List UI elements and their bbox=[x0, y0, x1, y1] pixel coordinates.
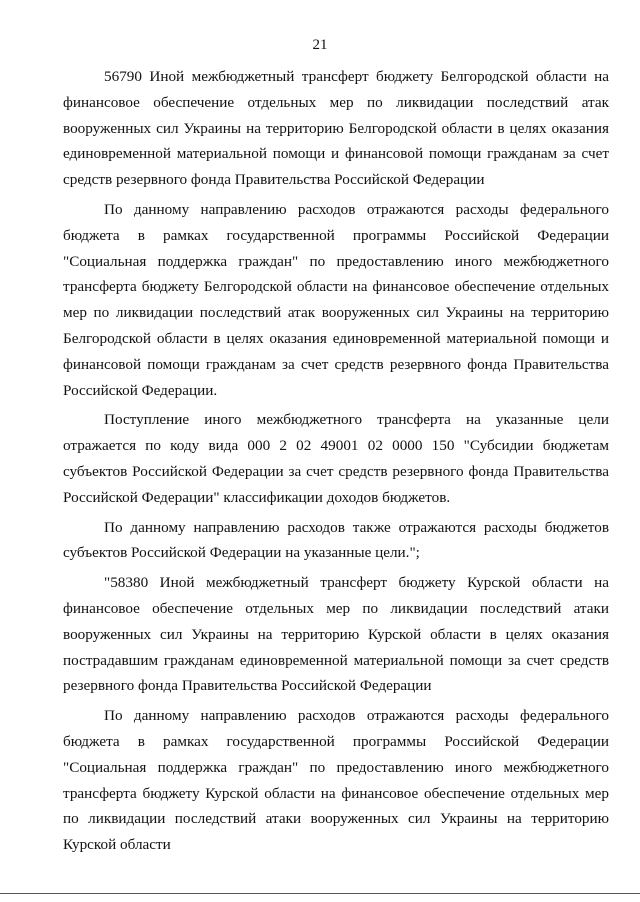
page-bottom-border bbox=[0, 893, 640, 894]
paragraph-56790-revenue: Поступление иного межбюджетного трансферта на указанные цели отражается по коду вида 000 2 02 49001 02 0000 150 "Субсидии бюджетам субъектов Российской Федерации за счет средств резервного фонда Правительства Российской Федерации" классификации доходов бюджетов. bbox=[63, 411, 609, 506]
paragraph-56790-expenses: По данному направлению расходов отражаются расходы федерального бюджета в рамках государственной программы Российской Федерации "Социальная поддержка граждан" по предоставлению иного межбюджетного трансферта бюджету Белгородской области на финансовое обеспечение отдельных мер по ликвидации последствий атак вооруженных сил Украины на территорию Белгородской области в целях оказания единовременной материальной помощи и финансовой помощи гражданам за счет средств резервного фонда Правительства Российской Федерации. bbox=[63, 200, 609, 399]
paragraph-58380-expenses: По данному направлению расходов отражаются расходы федерального бюджета в рамках государственной программы Российской Федерации "Социальная поддержка граждан" по предоставлению иного межбюджетного трансферта бюджету Курской области на финансовое обеспечение отдельных мер по ликвидации последствий атаки вооруженных сил Украины на территорию Курской области bbox=[63, 707, 609, 854]
document-body bbox=[63, 64, 609, 862]
paragraph-code-56790: 56790 Иной межбюджетный трансферт бюджету Белгородской области на финансовое обеспечение отдельных мер по ликвидации последствий атак вооруженных сил Украины на территорию Белгородской области в целях оказания единовременной материальной помощи и финансовой помощи гражданам за счет средств резервного фонда Правительства Российской Федерации bbox=[63, 68, 609, 189]
page-number: 21 bbox=[312, 37, 328, 53]
paragraph-code-58380: "58380 Иной межбюджетный трансферт бюджету Курской области на финансовое обеспечение отдельных мер по ликвидации последствий атаки вооруженных сил Украины на территорию Курской области в целях оказания пострадавшим гражданам единовременной материальной помощи за счет средств резервного фонда Правительства Российской Федерации bbox=[63, 574, 609, 695]
paragraph-56790-regional-expenses: По данному направлению расходов также отражаются расходы бюджетов субъектов Российской Федерации на указанные цели."; bbox=[63, 518, 609, 562]
